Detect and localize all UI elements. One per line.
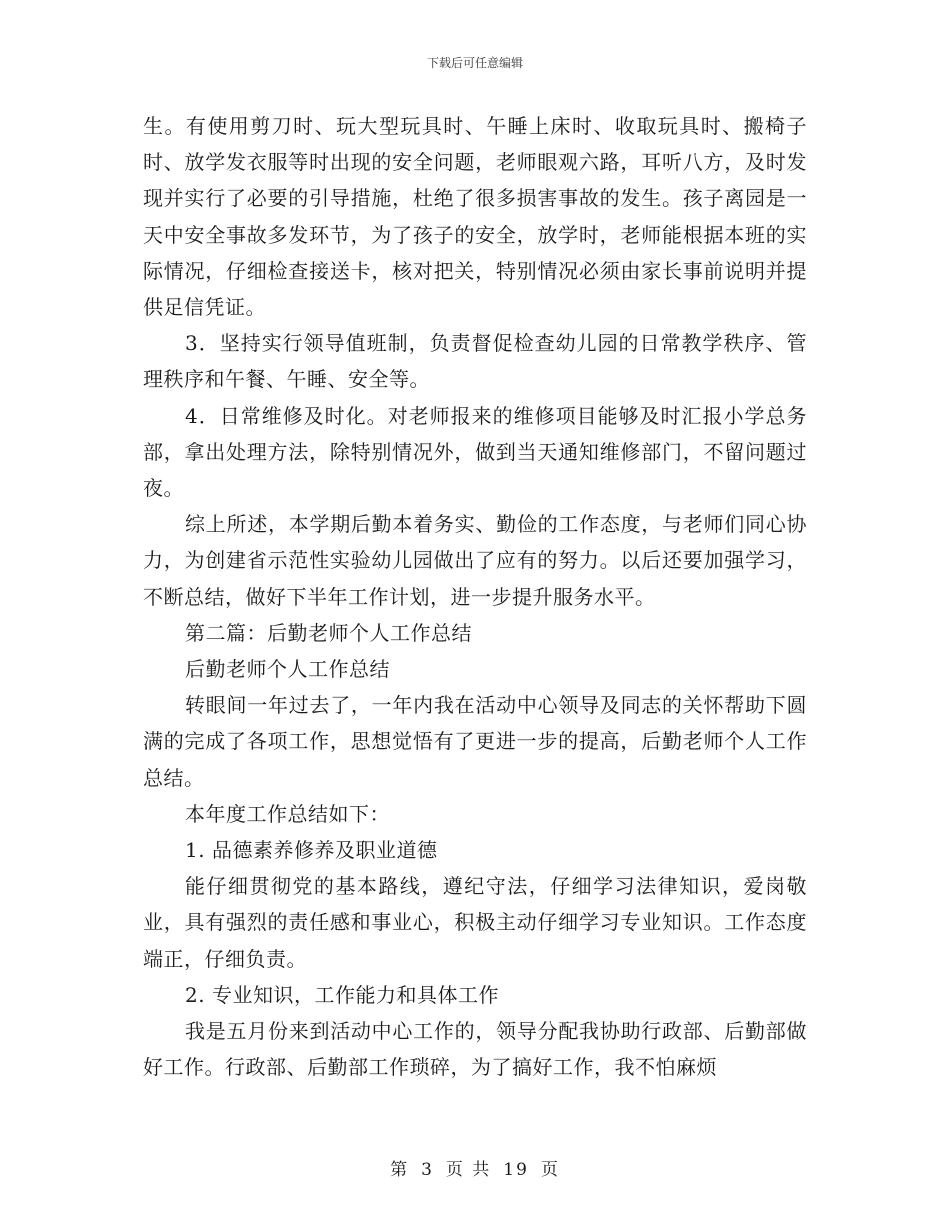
paragraph: 能仔细贯彻党的基本路线，遵纪守法，仔细学习法律知识，爱岗敬业，具有强烈的责任感和事业心，积极主动仔细学习专业知识。工作态度端正，仔细负责。: [143, 874, 807, 971]
list-heading: 1. 品德素养修养及职业道德: [185, 838, 438, 863]
footer-prefix: 第: [390, 1160, 410, 1180]
paragraph: 生。有使用剪刀时、玩大型玩具时、午睡上床时、收取玩具时、搬椅子时、放学发衣服等时出现的安全问题，老师眼观六路，耳听八方，及时发现并实行了必要的引导措施，杜绝了很多损害事故的发生。孩子离园是一天中安全事故多发环节，为了孩子的安全，放学时，老师能根据本班的实际情况，仔细检查接送卡，核对把关，特别情况必须由家长事前说明并提供足信凭证。: [143, 114, 807, 320]
paragraph: 转眼间一年过去了，一年内我在活动中心领导及同志的关怀帮助下圆满的完成了各项工作，思想觉悟有了更进一步的提高，后勤老师个人工作总结。: [143, 693, 807, 790]
paragraph: 综上所述，本学期后勤本着务实、勤俭的工作态度，与老师们同心协力，为创建省示范性实验幼儿园做出了应有的努力。以后还要加强学习，不断总结，做好下半年工作计划，进一步提升服务水平。: [143, 512, 807, 609]
page-footer: [0, 1155, 950, 1180]
list-heading: 2. 专业知识，工作能力和具体工作: [185, 982, 499, 1007]
page-header: 下载后可任意编辑: [426, 56, 523, 70]
page-number: 3: [421, 1160, 434, 1180]
paragraph: 我是五月份来到活动中心工作的，领导分配我协助行政部、后勤部做好工作。行政部、后勤部工作琐碎，为了搞好工作，我不怕麻烦: [143, 1019, 807, 1080]
paragraph: 本年度工作总结如下：: [185, 801, 390, 826]
section-heading: 第二篇：后勤老师个人工作总结: [185, 620, 472, 645]
document-body: [143, 108, 807, 1085]
subtitle: 后勤老师个人工作总结: [185, 657, 390, 682]
footer-middle: 页 共: [445, 1160, 492, 1180]
paragraph: 3．坚持实行领导值班制，负责督促检查幼儿园的日常教学秩序、管理秩序和午餐、午睡、安全等。: [143, 331, 807, 392]
paragraph: 4．日常维修及时化。对老师报来的维修项目能够及时汇报小学总务部，拿出处理方法，除特别情况外，做到当天通知维修部门，不留问题过夜。: [143, 403, 807, 501]
footer-suffix: 页: [540, 1160, 560, 1180]
page-total: 19: [503, 1160, 529, 1180]
